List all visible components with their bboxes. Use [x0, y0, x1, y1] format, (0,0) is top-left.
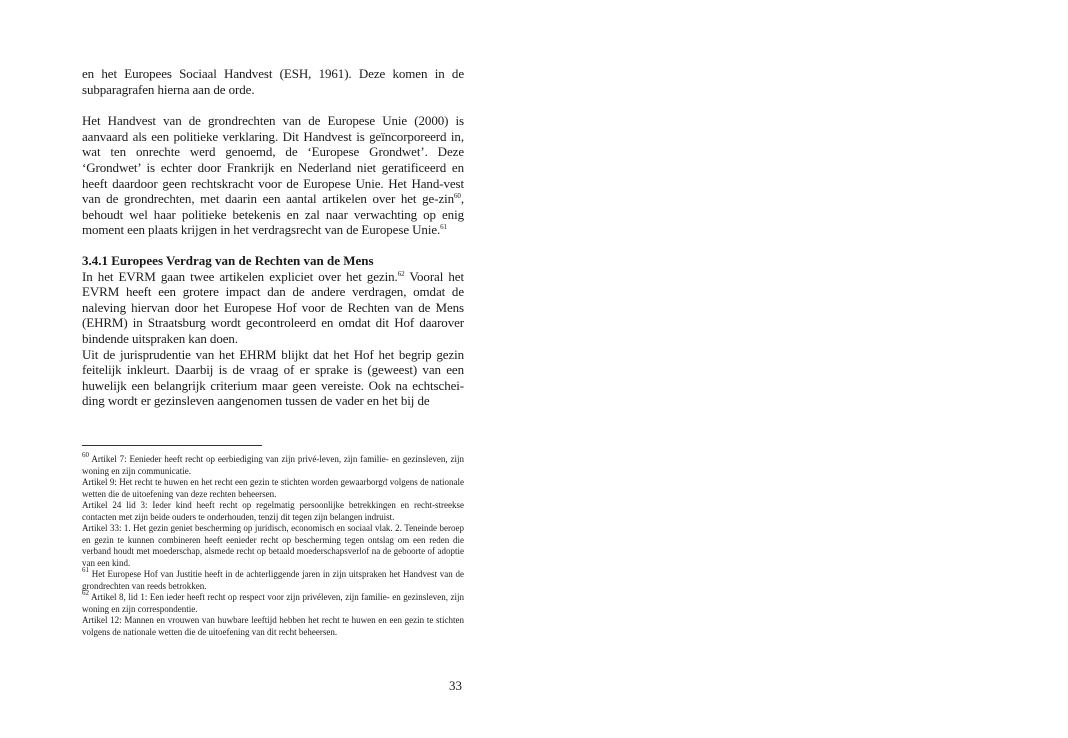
- page-number: 33: [449, 678, 462, 693]
- paragraph-jurisprudentie: Uit de jurisprudentie van het EHRM blijkt dat het Hof het begrip gezin feitelijk inkleurt. Daarbij is de vraag of er sprake is (geweest) van een huwelijk een belangrijk criterium maar geen vereiste. Ook na echtschei-ding wordt er gezinsleven aangenomen tussen de vader en het bij de: [82, 346, 464, 409]
- footnote-ref-61: 61: [440, 223, 447, 232]
- footnote-ref-60: 60: [454, 192, 461, 201]
- footnote-60-artikel-24: Artikel 24 lid 3: Ieder kind heeft recht op regelmatig persoonlijke betrekkingen en recht-streekse contacten met zijn beide ouders te onderhouden, tenzij dit tegen zijn belangen indruist.: [82, 500, 464, 522]
- footnote-62-artikel-12: Artikel 12: Mannen en vrouwen van huwbare leeftijd hebben het recht te huwen en een gezin te stichten volgens de nationale wetten die de uitoefening van dit recht beheersen.: [82, 615, 464, 637]
- footnote-60: $^{60}$ Artikel 7: Eenieder heeft recht op eerbiediging van zijn privé-leven, zijn familie- en gezinsleven, zijn woning en zijn communicatie.: [82, 451, 464, 476]
- footnote-62: $^{62}$ Artikel 8, lid 1: Een ieder heeft recht op respect voor zijn privéleven, zijn familie- en gezinsleven, zijn woning en zijn correspondentie.: [82, 589, 464, 614]
- paragraph-intro: en het Europees Sociaal Handvest (ESH, 1961). Deze komen in de subparagrafen hierna aan de orde.: [82, 66, 464, 97]
- main-text: [82, 66, 464, 409]
- paragraph-handvest: Het Handvest van de grondrechten van de Europese Unie (2000) is aanvaard als een politieke verklaring. Dit Handvest is geïncorporeerd in, wat ten onrechte werd genoemd, de ‘Europese Grondwet’. Deze ‘Grondwet’ is echter door Frankrijk en Nederland niet geratificeerd en heeft daardoor geen rechtskracht voor de Europese Unie. Het Hand-vest van de grondrechten, met daarin een aantal artikelen over het ge-zin$^{60}$, behoudt wel haar politieke betekenis en zal naar verwachting op enig moment een plaats krijgen in het verdragsrecht van de Europese Unie.$^{61}$: [82, 113, 464, 238]
- paragraph-evrm: In het EVRM gaan twee artikelen expliciet over het gezin.$^{62}$ Vooral het EVRM heeft een grotere impact dan de andere verdragen, omdat de naleving hiervan door het Europese Hof voor de Rechten van de Mens (EHRM) in Straatsburg wordt gecontroleerd en omdat dit Hof daarover bindende uitspraken kan doen.: [82, 268, 464, 346]
- footnote-60-artikel-33: Artikel 33: 1. Het gezin geniet bescherming op juridisch, economisch en sociaal vlak. 2. Teneinde beroep en gezin te kunnen combineren heeft eenieder recht op bescherming tegen ontslag om een reden die verband houdt met moederschap, alsmede recht op betaald moederschapsverlof na de geboorte of adoptie van een kind.: [82, 523, 464, 568]
- footnote-61: $^{61}$ Het Europese Hof van Justitie heeft in de achterliggende jaren in zijn uitspraken het Handvest van de grondrechten van reeds betrokken.: [82, 566, 464, 591]
- section-heading: 3.4.1 Europees Verdrag van de Rechten van de Mens: [82, 252, 374, 268]
- footnote-60-artikel-9: Artikel 9: Het recht te huwen en het recht een gezin te stichten worden gewaarborgd volgens de nationale wetten die de uitoefening van deze rechten beheersen.: [82, 477, 464, 499]
- footnote-ref-62: 62: [397, 269, 405, 278]
- footnotes: [82, 451, 464, 638]
- footnote-separator: [82, 445, 262, 446]
